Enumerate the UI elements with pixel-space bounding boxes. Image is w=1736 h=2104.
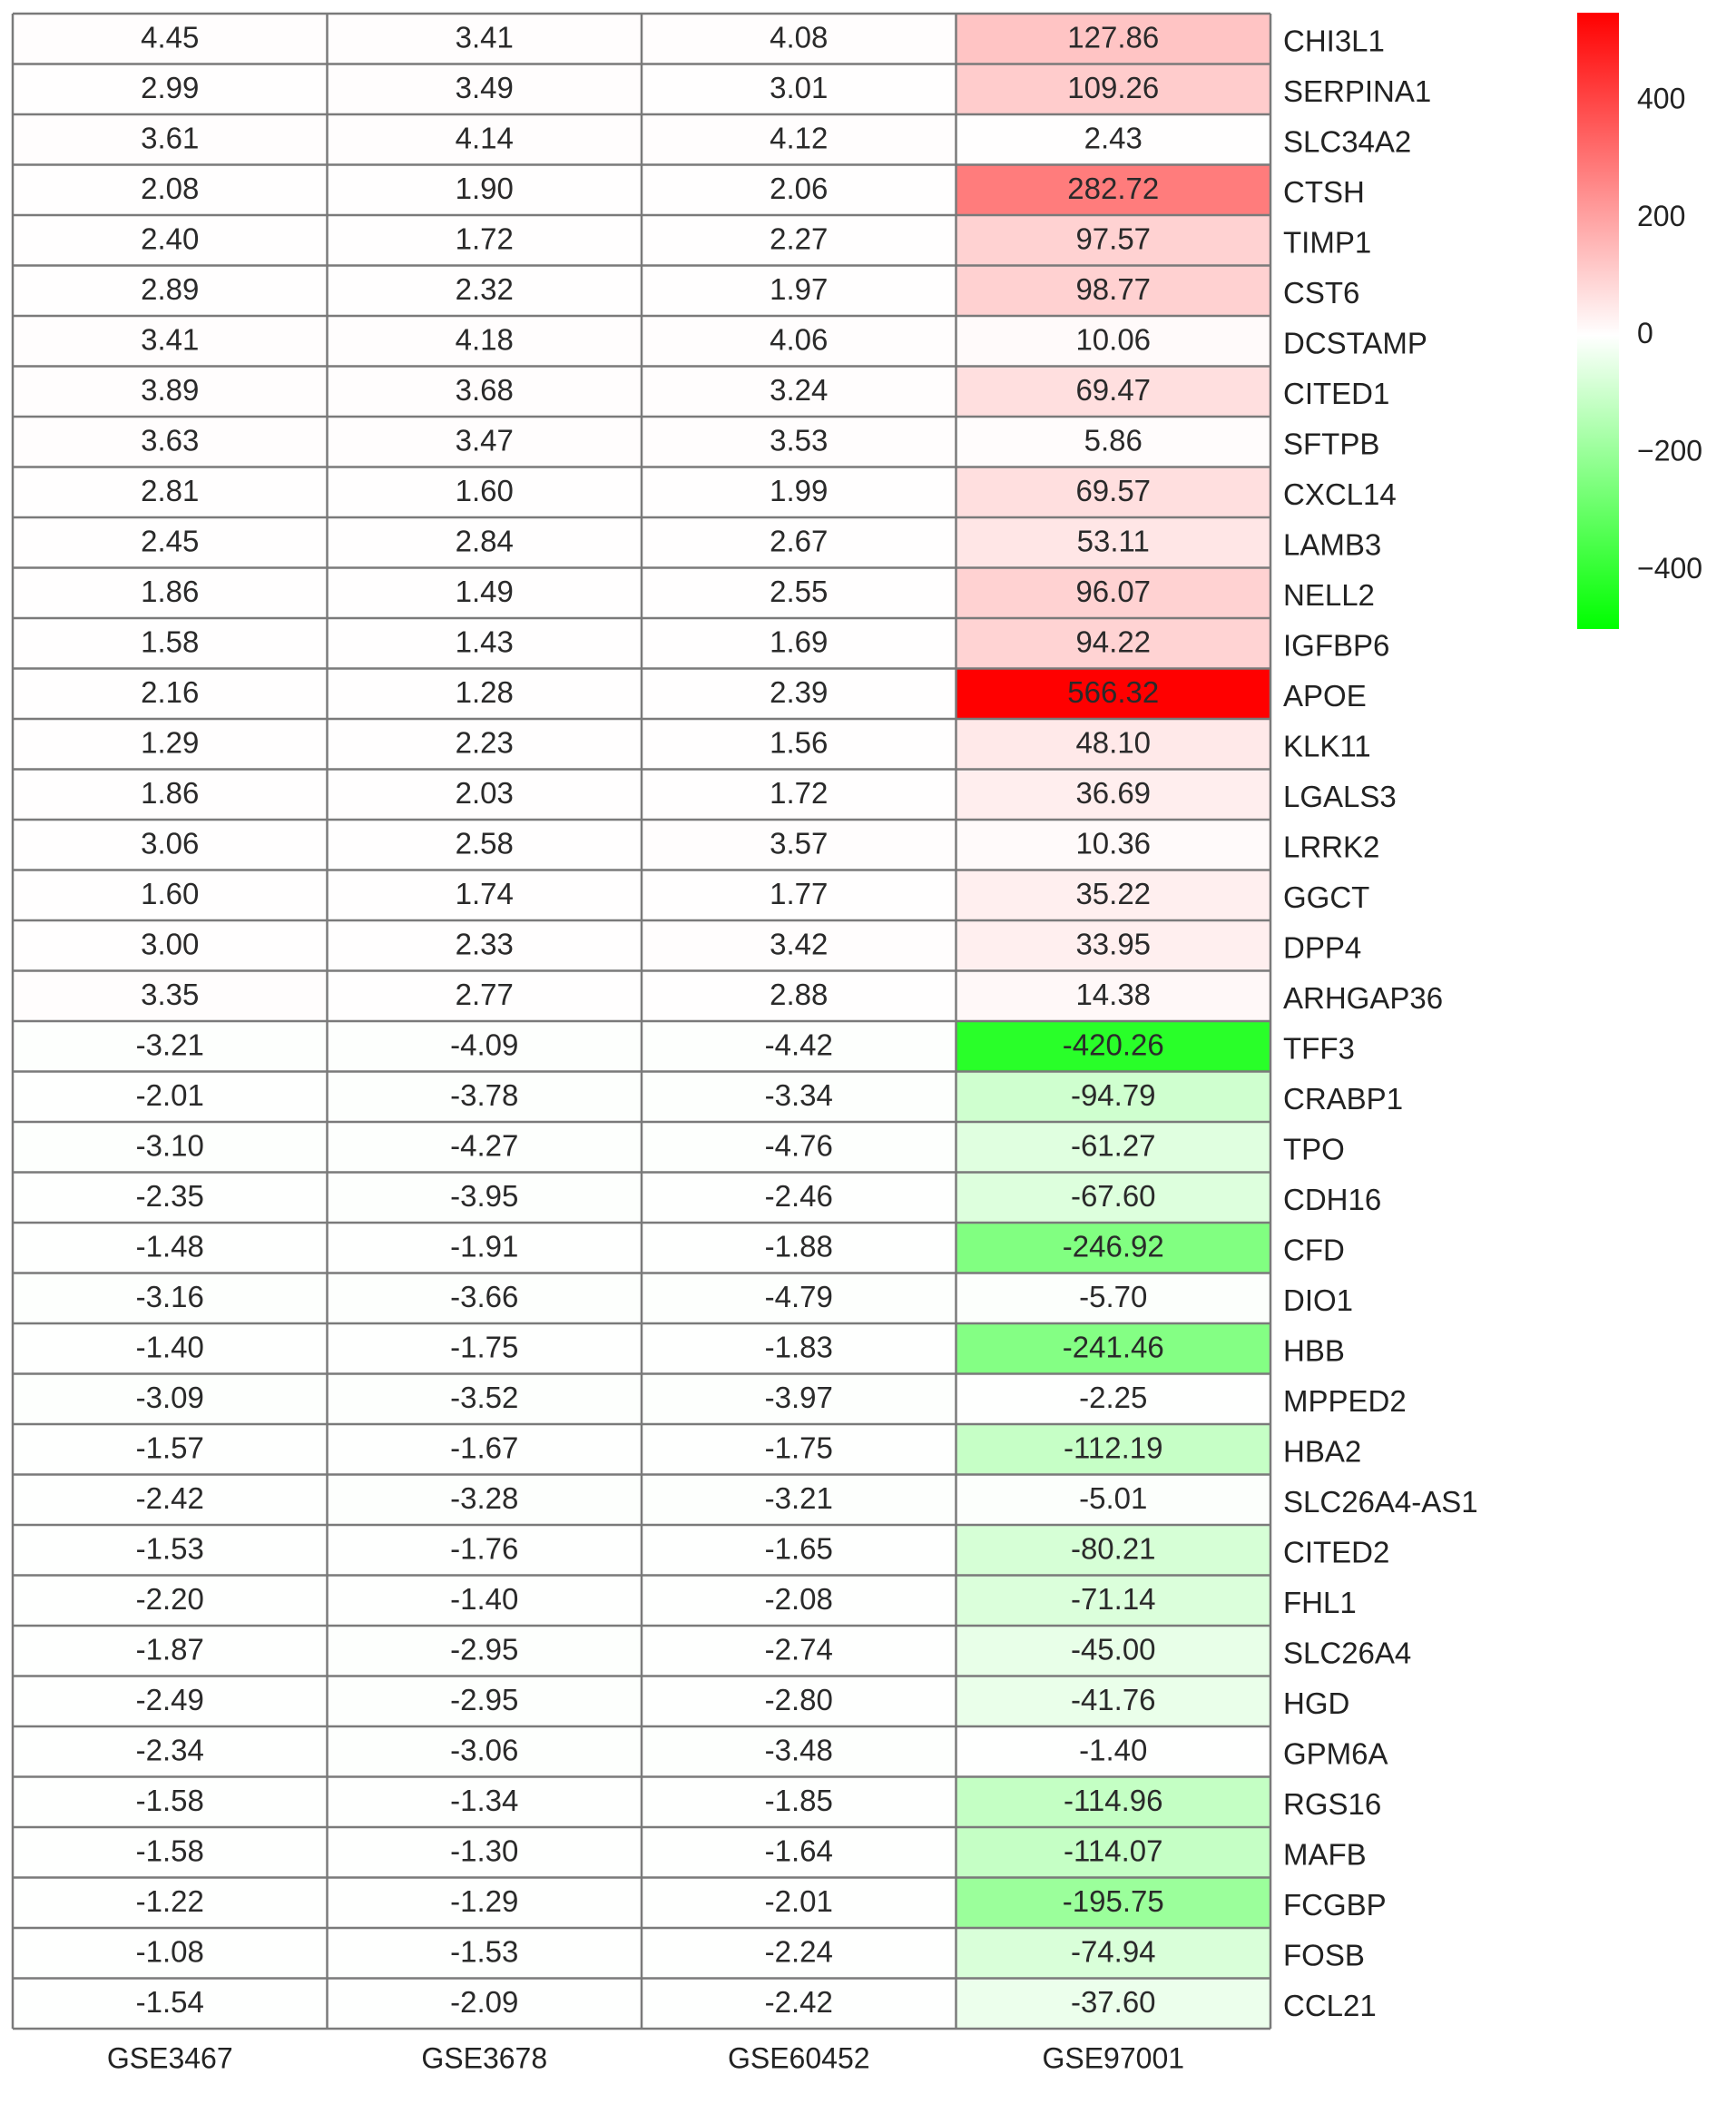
cell-value-label: -74.94 [1070,1934,1156,1969]
cell-value-label: 10.36 [1075,826,1152,860]
row-label: FOSB [1283,1938,1365,1972]
cell-value-label: 4.14 [455,121,514,155]
cell-value-label: -114.07 [1064,1834,1163,1868]
cell-value-label: 2.55 [770,574,829,608]
cell-value-label: -112.19 [1064,1431,1163,1465]
color-scale-tick-label: −400 [1637,551,1703,585]
cell-value-label: 2.84 [455,524,514,558]
cell-value-label: 3.89 [141,372,200,407]
cell-value-label: -1.67 [450,1431,519,1465]
cell-value-label: -2.46 [764,1178,833,1213]
cell-value-label: 3.57 [770,826,829,860]
cell-value-label: -2.95 [450,1682,519,1716]
cell-value-label: 4.18 [455,322,514,357]
cell-value-label: -4.27 [450,1128,519,1163]
cell-value-label: 109.26 [1067,70,1160,104]
cell-value-label: 3.35 [141,977,200,1011]
cell-value-label: 1.90 [455,171,514,205]
cell-value-label: -1.88 [764,1229,833,1263]
cell-value-label: 2.77 [455,977,514,1011]
cell-value-label: -1.75 [450,1330,519,1364]
row-label: APOE [1283,678,1367,713]
cell-value-label: -1.64 [764,1834,833,1868]
cell-value-label: 2.27 [770,221,829,256]
cell-value-label: 2.45 [141,524,200,558]
cell-value-label: 2.39 [770,674,829,709]
cell-value-label: -1.83 [764,1330,833,1364]
cell-value-label: 3.68 [455,372,514,407]
cell-value-label: 1.56 [770,725,829,760]
row-label: SERPINA1 [1283,74,1432,108]
cell-value-label: -2.35 [135,1178,204,1213]
cell-value-label: -2.74 [764,1632,833,1666]
cell-value-label: 2.03 [455,775,514,810]
cell-value-label: -2.01 [764,1883,833,1918]
row-label: LAMB3 [1283,527,1382,562]
cell-value-label: 3.42 [770,927,829,961]
row-label: CCL21 [1283,1988,1377,2022]
row-label: LRRK2 [1283,830,1380,864]
cell-value-label: -2.95 [450,1632,519,1666]
cell-value-label: 3.24 [770,372,829,407]
cell-value-label: -1.65 [764,1531,833,1566]
cell-value-label: 1.77 [770,876,829,910]
cell-value-label: 1.99 [770,473,829,507]
cell-value-label: -2.34 [135,1733,204,1767]
row-label: IGFBP6 [1283,628,1390,663]
cell-value-label: -4.76 [764,1128,833,1163]
cell-value-label: -1.30 [450,1834,519,1868]
cell-value-label: -1.75 [764,1431,833,1465]
cell-value-label: 2.33 [455,927,514,961]
row-label: DPP4 [1283,930,1362,965]
row-label: CITED2 [1283,1535,1390,1569]
cell-value-label: -1.87 [135,1632,204,1666]
cell-value-label: 2.32 [455,271,514,306]
cell-value-label: 96.07 [1075,574,1152,608]
cell-value-label: -1.48 [135,1229,204,1263]
cell-value-label: -1.40 [450,1581,519,1616]
cell-value-label: 2.16 [141,674,200,709]
cell-value-label: 3.00 [141,927,200,961]
cell-value-label: -1.53 [135,1531,204,1566]
cell-value-label: 33.95 [1075,927,1152,961]
cell-value-label: 3.61 [141,121,200,155]
cell-value-label: 1.28 [455,674,514,709]
cell-value-label: -195.75 [1062,1883,1164,1918]
row-label: TPO [1283,1132,1345,1166]
cell-value-label: -2.01 [135,1077,204,1112]
color-scale-tick-label: −200 [1637,434,1703,467]
cell-value-label: -1.57 [135,1431,204,1465]
cell-value-label: -67.60 [1070,1178,1156,1213]
cell-value-label: -2.09 [450,1984,519,2019]
cell-value-label: -1.29 [450,1883,519,1918]
cell-value-label: -2.42 [764,1984,833,2019]
cell-value-label: 1.60 [455,473,514,507]
cell-value-label: 4.08 [770,20,829,54]
cell-value-label: -3.48 [764,1733,833,1767]
row-label: GPM6A [1283,1736,1388,1771]
row-label: FHL1 [1283,1585,1357,1619]
row-label: CITED1 [1283,376,1390,410]
row-label: HBA2 [1283,1434,1362,1469]
cell-value-label: 2.06 [770,171,829,205]
cell-value-label: 98.77 [1075,271,1152,306]
cell-value-label: -1.91 [450,1229,519,1263]
color-scale-tick-label: 400 [1637,82,1686,115]
cell-value-label: -3.52 [450,1380,519,1414]
row-label: DCSTAMP [1283,326,1427,360]
cell-value-label: 282.72 [1067,171,1160,205]
row-label: RGS16 [1283,1786,1382,1821]
row-label: SLC26A4-AS1 [1283,1484,1478,1519]
cell-value-label: -3.95 [450,1178,519,1213]
color-scale-tick-label: 200 [1637,199,1686,232]
cell-value-label: -3.78 [450,1077,519,1112]
cell-value-label: -3.21 [764,1480,833,1515]
cell-value-label: -4.09 [450,1027,519,1062]
row-label: TFF3 [1283,1031,1355,1066]
cell-value-label: 2.88 [770,977,829,1011]
cell-value-label: -2.20 [135,1581,204,1616]
column-label: GSE3467 [106,2041,233,2075]
cell-value-label: 35.22 [1075,876,1152,910]
cell-value-label: -3.21 [135,1027,204,1062]
cell-value-label: 1.60 [141,876,200,910]
cell-value-label: 1.86 [141,775,200,810]
cell-value-label: 3.53 [770,423,829,457]
cell-value-label: -4.42 [764,1027,833,1062]
color-scale-tick-label: 0 [1637,317,1653,350]
cell-value-label: -1.58 [135,1834,204,1868]
column-label: GSE3678 [421,2041,548,2075]
cell-value-label: -2.25 [1079,1380,1148,1414]
cell-value-label: 1.74 [455,876,514,910]
cell-value-label: 4.12 [770,121,829,155]
cell-value-label: 53.11 [1076,524,1150,558]
cell-value-label: -1.53 [450,1934,519,1969]
cell-value-label: -2.42 [135,1480,204,1515]
cell-value-label: 69.47 [1075,372,1152,407]
row-label: KLK11 [1283,729,1371,763]
cell-value-label: -71.14 [1070,1581,1156,1616]
cell-value-label: 2.89 [141,271,200,306]
row-label: ARHGAP36 [1283,980,1444,1015]
cell-value-label: 4.45 [141,20,200,54]
cell-value-label: 127.86 [1067,20,1160,54]
cell-value-label: -5.01 [1079,1480,1148,1515]
cell-value-label: 1.72 [455,221,514,256]
cell-value-label: 2.67 [770,524,829,558]
row-label: CTSH [1283,174,1365,209]
cell-value-label: -1.08 [135,1934,204,1969]
cell-value-label: -420.26 [1062,1027,1164,1062]
row-label: FCGBP [1283,1887,1387,1922]
cell-value-label: -1.22 [135,1883,204,1918]
cell-value-label: 2.43 [1084,121,1143,155]
cell-value-label: 1.86 [141,574,200,608]
cell-value-label: 3.63 [141,423,200,457]
cell-value-label: -61.27 [1070,1128,1156,1163]
cell-value-label: 36.69 [1075,775,1152,810]
cell-value-label: 5.86 [1084,423,1143,457]
row-label: CFD [1283,1233,1345,1267]
cell-value-label: -114.96 [1064,1783,1163,1817]
cell-value-label: 1.72 [770,775,829,810]
column-label: GSE60452 [727,2041,870,2075]
cell-value-label: 3.49 [455,70,514,104]
cell-value-label: -45.00 [1070,1632,1156,1666]
cell-value-label: -3.34 [764,1077,833,1112]
cell-value-label: 10.06 [1075,322,1152,357]
row-label: CST6 [1283,275,1360,310]
cell-value-label: 1.97 [770,271,829,306]
cell-value-label: -1.34 [450,1783,519,1817]
cell-value-label: 2.08 [141,171,200,205]
cell-value-label: -2.08 [764,1581,833,1616]
cell-value-label: 1.58 [141,624,200,659]
row-label: NELL2 [1283,577,1375,612]
row-label: TIMP1 [1283,225,1372,260]
cell-value-label: 4.06 [770,322,829,357]
row-label: DIO1 [1283,1283,1354,1317]
cell-value-label: -1.85 [764,1783,833,1817]
cell-value-label: 1.29 [141,725,200,760]
cell-value-label: -5.70 [1079,1279,1148,1313]
cell-value-label: 2.40 [141,221,200,256]
cell-value-label: 94.22 [1075,624,1152,659]
row-label: CDH16 [1283,1182,1382,1216]
cell-value-label: -3.28 [450,1480,519,1515]
row-label: HGD [1283,1686,1350,1720]
cell-value-label: -2.24 [764,1934,833,1969]
cell-value-label: 2.23 [455,725,514,760]
cell-value-label: 2.99 [141,70,200,104]
cell-value-label: -1.40 [1079,1733,1148,1767]
cell-value-label: -2.80 [764,1682,833,1716]
row-label: MAFB [1283,1837,1367,1872]
row-label: SFTPB [1283,427,1380,461]
row-label: CHI3L1 [1283,24,1385,58]
cell-value-label: -1.76 [450,1531,519,1566]
cell-value-label: 97.57 [1075,221,1152,256]
cell-value-label: -80.21 [1070,1531,1156,1566]
cell-value-label: 3.41 [455,20,514,54]
column-label: GSE97001 [1042,2041,1185,2075]
cell-value-label: -1.58 [135,1783,204,1817]
row-label: GGCT [1283,880,1370,914]
cell-value-label: 3.06 [141,826,200,860]
cell-value-label: -37.60 [1070,1984,1156,2019]
row-label: SLC34A2 [1283,124,1412,159]
cell-value-label: -3.09 [135,1380,204,1414]
cell-value-label: 1.43 [455,624,514,659]
cell-value-label: -1.54 [135,1984,204,2019]
cell-value-label: 14.38 [1075,977,1152,1011]
cell-value-label: -3.06 [450,1733,519,1767]
cell-value-label: -246.92 [1062,1229,1164,1263]
cell-value-label: 3.41 [141,322,200,357]
row-label: MPPED2 [1283,1383,1407,1418]
cell-value-label: 3.47 [455,423,514,457]
cell-value-label: -2.49 [135,1682,204,1716]
cell-value-label: -3.97 [764,1380,833,1414]
cell-value-label: 2.81 [141,473,200,507]
cell-value-label: -1.40 [135,1330,204,1364]
cell-value-label: -3.16 [135,1279,204,1313]
color-scale-bar [1577,13,1619,629]
cell-value-label: 1.49 [455,574,514,608]
cell-value-label: -94.79 [1070,1077,1156,1112]
row-label: SLC26A4 [1283,1636,1412,1670]
cell-value-label: -41.76 [1070,1682,1156,1716]
cell-value-label: 3.01 [770,70,829,104]
row-label: CXCL14 [1283,477,1397,511]
cell-value-label: 69.57 [1075,473,1152,507]
cell-value-label: 1.69 [770,624,829,659]
row-label: LGALS3 [1283,779,1397,813]
cell-value-label: -4.79 [764,1279,833,1313]
cell-value-label: -241.46 [1062,1330,1164,1364]
row-label: HBB [1283,1333,1345,1368]
row-label: CRABP1 [1283,1081,1404,1116]
cell-value-label: 566.32 [1067,674,1160,709]
cell-value-label: -3.10 [135,1128,204,1163]
cell-value-label: -3.66 [450,1279,519,1313]
cell-value-label: 48.10 [1075,725,1152,760]
cell-value-label: 2.58 [455,826,514,860]
